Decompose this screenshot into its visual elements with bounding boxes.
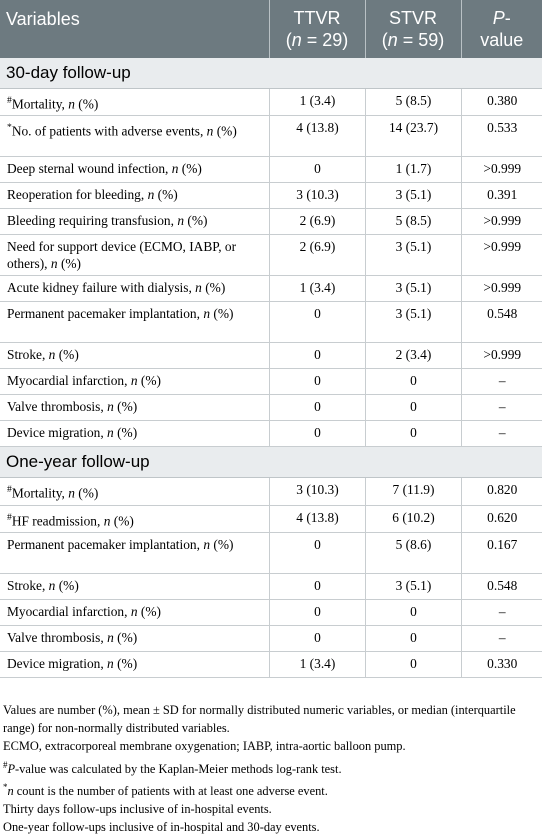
variable-cell: Device migration, n (%) — [0, 652, 269, 678]
table-row — [0, 533, 542, 574]
ttvr-cell: 3 (10.3) — [269, 183, 365, 209]
variable-cell: Valve thrombosis, n (%) — [0, 395, 269, 421]
variable-cell: Permanent pacemaker implantation, n (%) — [0, 302, 269, 343]
ttvr-cell: 0 — [269, 369, 365, 395]
ttvr-cell: 2 (6.9) — [269, 235, 365, 276]
p-value-cell: 0.167 — [461, 533, 542, 574]
stvr-cell: 0 — [365, 395, 461, 421]
stvr-cell: 0 — [365, 652, 461, 678]
header-stvr: STVR (n = 59) — [365, 0, 461, 58]
section-header — [0, 58, 542, 89]
table-row — [0, 235, 542, 276]
stvr-cell: 3 (5.1) — [365, 574, 461, 600]
table-row — [0, 302, 542, 343]
table-row — [0, 421, 542, 447]
ttvr-cell: 4 (13.8) — [269, 505, 365, 532]
stvr-cell: 0 — [365, 600, 461, 626]
p-value-cell: 0.380 — [461, 89, 542, 116]
p-value-cell: >0.999 — [461, 157, 542, 183]
variable-cell: *No. of patients with adverse events, n (%) — [0, 116, 269, 157]
stvr-cell: 0 — [365, 369, 461, 395]
variable-cell: #Mortality, n (%) — [0, 89, 269, 116]
variable-cell: Permanent pacemaker implantation, n (%) — [0, 533, 269, 574]
stvr-cell: 5 (8.5) — [365, 209, 461, 235]
ttvr-cell: 0 — [269, 574, 365, 600]
table-row — [0, 574, 542, 600]
table-row — [0, 369, 542, 395]
stvr-cell: 6 (10.2) — [365, 505, 461, 532]
p-value-cell: – — [461, 369, 542, 395]
stvr-cell: 0 — [365, 626, 461, 652]
table-row — [0, 209, 542, 235]
ttvr-cell: 1 (3.4) — [269, 652, 365, 678]
ttvr-cell: 0 — [269, 533, 365, 574]
variable-cell: #HF readmission, n (%) — [0, 505, 269, 532]
stvr-cell: 1 (1.7) — [365, 157, 461, 183]
section-title: One-year follow-up — [0, 447, 542, 478]
variable-cell: Reoperation for bleeding, n (%) — [0, 183, 269, 209]
table-row — [0, 157, 542, 183]
footnote: Values are number (%), mean ± SD for normally distributed numeric variables, or median (interquartile range) for non-normally distributed variables. — [3, 703, 516, 736]
table-row — [0, 600, 542, 626]
p-value-cell: 0.533 — [461, 116, 542, 157]
variable-cell: Stroke, n (%) — [0, 574, 269, 600]
variable-cell: Bleeding requiring transfusion, n (%) — [0, 209, 269, 235]
table-body — [0, 58, 542, 678]
variable-cell: Myocardial infarction, n (%) — [0, 600, 269, 626]
ttvr-cell: 3 (10.3) — [269, 478, 365, 505]
stvr-cell: 14 (23.7) — [365, 116, 461, 157]
table-row — [0, 395, 542, 421]
variable-cell: Valve thrombosis, n (%) — [0, 626, 269, 652]
variable-cell: Myocardial infarction, n (%) — [0, 369, 269, 395]
p-value-cell: 0.548 — [461, 574, 542, 600]
ttvr-cell: 0 — [269, 395, 365, 421]
table-row — [0, 626, 542, 652]
variable-cell: Deep sternal wound infection, n (%) — [0, 157, 269, 183]
p-value-cell: – — [461, 626, 542, 652]
variable-cell: Stroke, n (%) — [0, 343, 269, 369]
variable-cell: Device migration, n (%) — [0, 421, 269, 447]
header-variables: Variables — [0, 0, 269, 58]
table-row — [0, 343, 542, 369]
table-row — [0, 276, 542, 302]
table-header — [0, 0, 542, 58]
ttvr-cell: 0 — [269, 157, 365, 183]
ttvr-cell: 1 (3.4) — [269, 276, 365, 302]
header-row — [0, 0, 542, 58]
stvr-cell: 3 (5.1) — [365, 235, 461, 276]
ttvr-cell: 4 (13.8) — [269, 116, 365, 157]
p-value-cell: >0.999 — [461, 209, 542, 235]
footnote: Thirty days follow-ups inclusive of in-hospital events. — [3, 802, 272, 817]
footnote: *n count is the number of patients with at least one adverse event. — [3, 781, 328, 799]
table-row — [0, 652, 542, 678]
ttvr-cell: 0 — [269, 343, 365, 369]
table-row — [0, 116, 542, 157]
variable-cell: #Mortality, n (%) — [0, 478, 269, 505]
stvr-cell: 5 (8.5) — [365, 89, 461, 116]
ttvr-cell: 1 (3.4) — [269, 89, 365, 116]
p-value-cell: – — [461, 600, 542, 626]
section-title: 30-day follow-up — [0, 58, 542, 89]
p-value-cell: – — [461, 421, 542, 447]
ttvr-cell: 0 — [269, 421, 365, 447]
variable-cell: Acute kidney failure with dialysis, n (%) — [0, 276, 269, 302]
stvr-cell: 5 (8.6) — [365, 533, 461, 574]
stvr-cell: 3 (5.1) — [365, 183, 461, 209]
ttvr-cell: 0 — [269, 626, 365, 652]
p-value-cell: 0.330 — [461, 652, 542, 678]
p-value-cell: >0.999 — [461, 235, 542, 276]
p-value-cell: – — [461, 395, 542, 421]
stvr-cell: 3 (5.1) — [365, 276, 461, 302]
table-footnotes — [3, 701, 541, 837]
ttvr-cell: 0 — [269, 302, 365, 343]
header-ttvr: TTVR (n = 29) — [269, 0, 365, 58]
p-value-cell: 0.820 — [461, 478, 542, 505]
p-value-cell: 0.548 — [461, 302, 542, 343]
ttvr-cell: 2 (6.9) — [269, 209, 365, 235]
table-row — [0, 183, 542, 209]
ttvr-cell: 0 — [269, 600, 365, 626]
stvr-cell: 7 (11.9) — [365, 478, 461, 505]
stvr-cell: 0 — [365, 421, 461, 447]
stvr-cell: 2 (3.4) — [365, 343, 461, 369]
variable-cell: Need for support device (ECMO, IABP, or others), n (%) — [0, 235, 269, 276]
section-header — [0, 447, 542, 478]
footnote: ECMO, extracorporeal membrane oxygenation; IABP, intra-aortic balloon pump. — [3, 739, 406, 754]
table-row — [0, 505, 542, 532]
table-row — [0, 89, 542, 116]
footnote: #P-value was calculated by the Kaplan-Meier methods log-rank test. — [3, 759, 342, 776]
footnote: One-year follow-ups inclusive of in-hospital and 30-day events. — [3, 820, 320, 835]
p-value-cell: >0.999 — [461, 343, 542, 369]
table-row — [0, 478, 542, 505]
header-p-value: P- value — [480, 8, 524, 50]
stvr-cell: 3 (5.1) — [365, 302, 461, 343]
p-value-cell: >0.999 — [461, 276, 542, 302]
p-value-cell: 0.620 — [461, 505, 542, 532]
p-value-cell: 0.391 — [461, 183, 542, 209]
